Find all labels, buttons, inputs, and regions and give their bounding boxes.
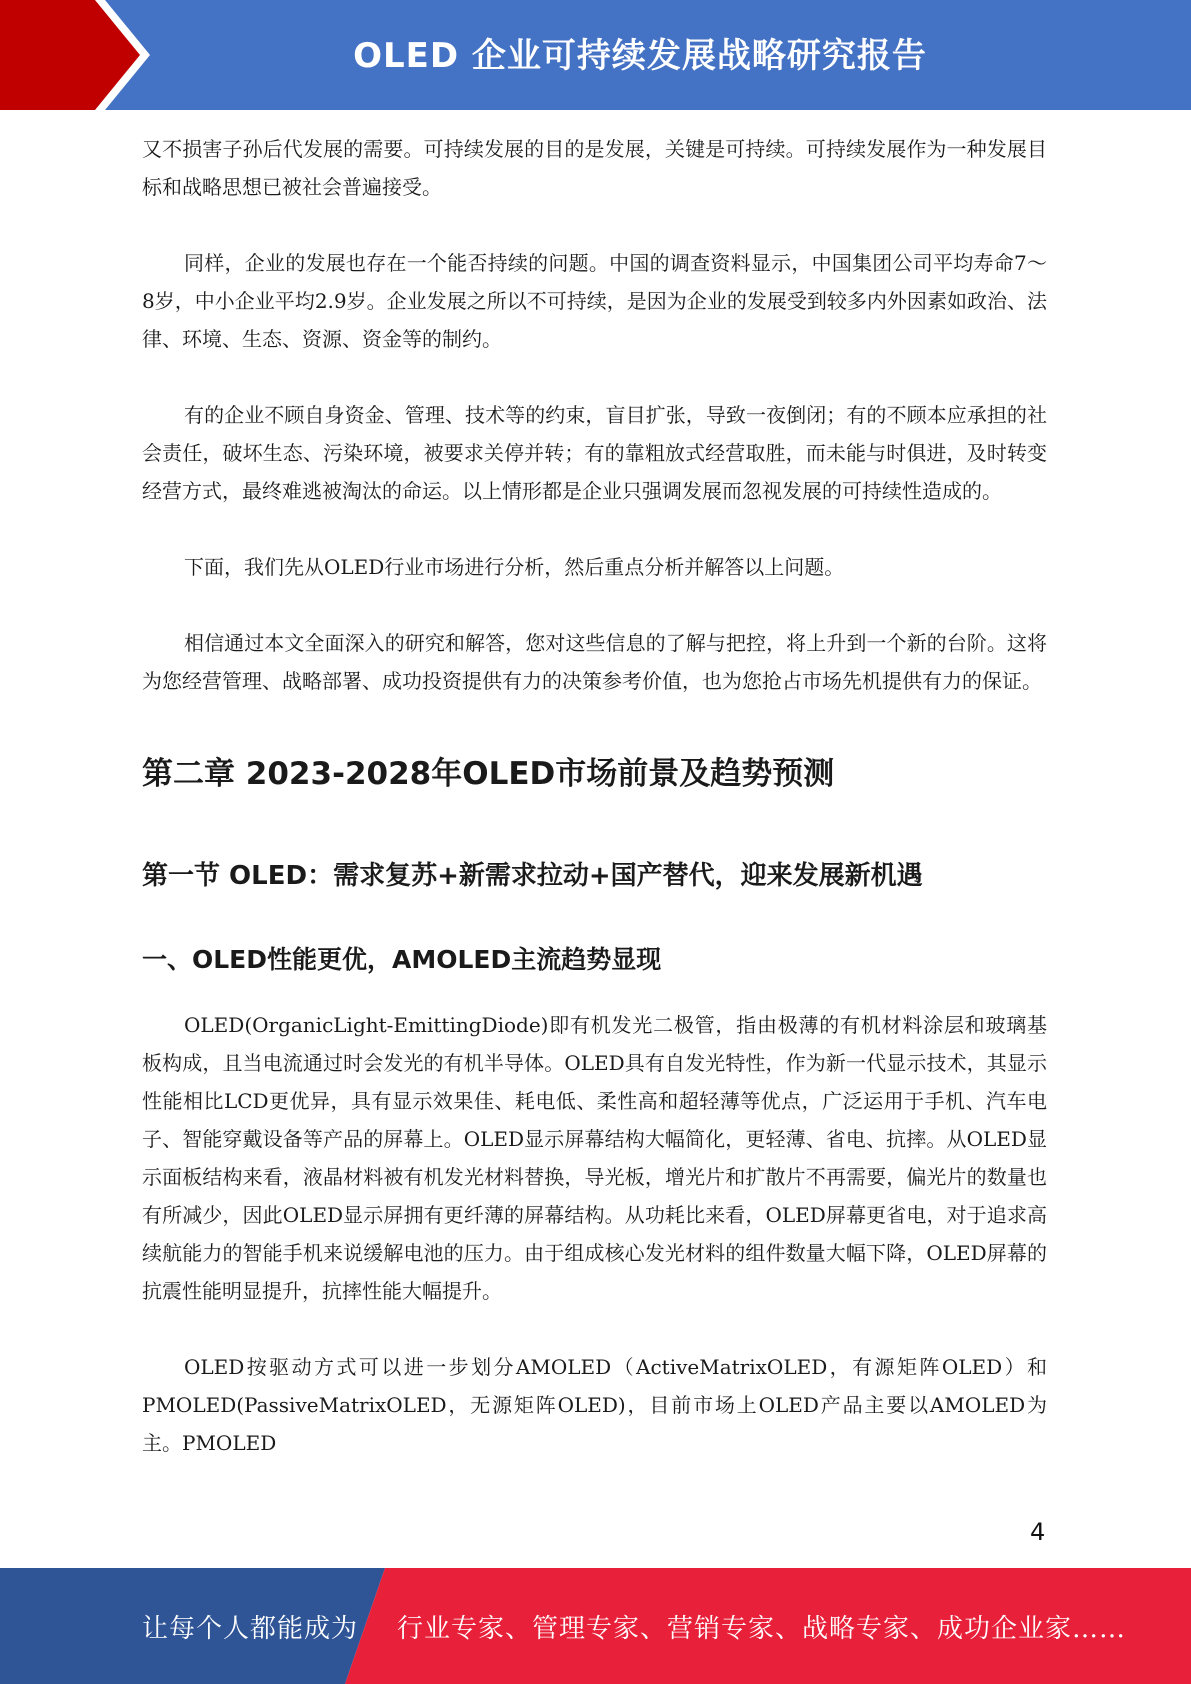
footer-slogan-left: 让每个人都能成为 xyxy=(142,1614,359,1644)
paragraph-continued: 又不损害子孙后代发展的需要。可持续发展的目的是发展，关键是可持续。可持续发展作为一种发展目标和战略思想已被社会普遍接受。 xyxy=(142,137,1047,199)
footer-slogan-right: 行业专家、管理专家、营销专家、战略专家、成功企业家…… xyxy=(397,1614,1127,1644)
chapter-heading: 第二章 2023-2028年OLED市场前景及趋势预测 xyxy=(142,756,835,792)
paragraph-oled-definition: OLED(OrganicLight-EmittingDiode)即有机发光二极管，指由极薄的有机材料涂层和玻璃基板构成，且当电流通过时会发光的有机半导体。OLED具有自发光特性，作为新一代显示技术，其显示性能相比LCD更优异，具有显示效果佳、耗电低、柔性高和超轻薄等优点，广泛运用于手机、汽车电子、智能穿戴设备等产品的屏幕上。OLED显示屏幕结构大幅简化，更轻薄、省电、抗摔。从OLED显示面板结构来看，液晶材料被有机发光材料替换，导光板，增光片和扩散片不再需要，偏光片的数量也有所减少，因此OLED显示屏拥有更纤薄的屏幕结构。从功耗比来看，OLED屏幕更省电，对于追求高续航能力的智能手机来说缓解电池的压力。由于组成核心发光材料的组件数量大幅下降，OLED屏幕的抗震性能明显提升，抗摔性能大幅提升。 xyxy=(142,1013,1047,1303)
paragraph-analysis-intro: 下面，我们先从OLED行业市场进行分析，然后重点分析并解答以上问题。 xyxy=(184,555,845,579)
report-title: OLED 企业可持续发展战略研究报告 xyxy=(353,36,927,76)
paragraph-oled-drive-types: OLED按驱动方式可以进一步划分AMOLED（ActiveMatrixOLED，有源矩阵OLED）和PMOLED(PassiveMatrixOLED，无源矩阵OLED)，目前市场上OLED产品主要以AMOLED为主。PMOLED xyxy=(142,1355,1047,1455)
paragraph-enterprise-failures: 有的企业不顾自身资金、管理、技术等的约束，盲目扩张，导致一夜倒闭；有的不顾本应承担的社会责任，破坏生态、污染环境，被要求关停并转；有的靠粗放式经营取胜，而未能与时俱进，及时转变经营方式，最终难逃被淘汰的命运。以上情形都是企业只强调发展而忽视发展的可持续性造成的。 xyxy=(142,403,1047,503)
page-content xyxy=(142,130,1047,1462)
paragraph-value: 相信通过本文全面深入的研究和解答，您对这些信息的了解与把控，将上升到一个新的台阶。这将为您经营管理、战略部署、成功投资提供有力的决策参考价值，也为您抢占市场先机提供有力的保证。 xyxy=(142,631,1047,693)
section-heading: 第一节 OLED：需求复苏+新需求拉动+国产替代，迎来发展新机遇 xyxy=(142,861,923,891)
footer-banner xyxy=(0,1568,1191,1684)
page-number: 4 xyxy=(1030,1518,1046,1546)
subsection-heading: 一、OLED性能更优，AMOLED主流趋势显现 xyxy=(142,945,662,974)
header-bar xyxy=(0,0,1191,110)
paragraph-enterprise-sustainability: 同样，企业的发展也存在一个能否持续的问题。中国的调查资料显示，中国集团公司平均寿命7～8岁，中小企业平均2.9岁。企业发展之所以不可持续，是因为企业的发展受到较多内外因素如政治、法律、环境、生态、资源、资金等的制约。 xyxy=(142,251,1047,351)
header-chevron-decoration xyxy=(0,0,160,110)
